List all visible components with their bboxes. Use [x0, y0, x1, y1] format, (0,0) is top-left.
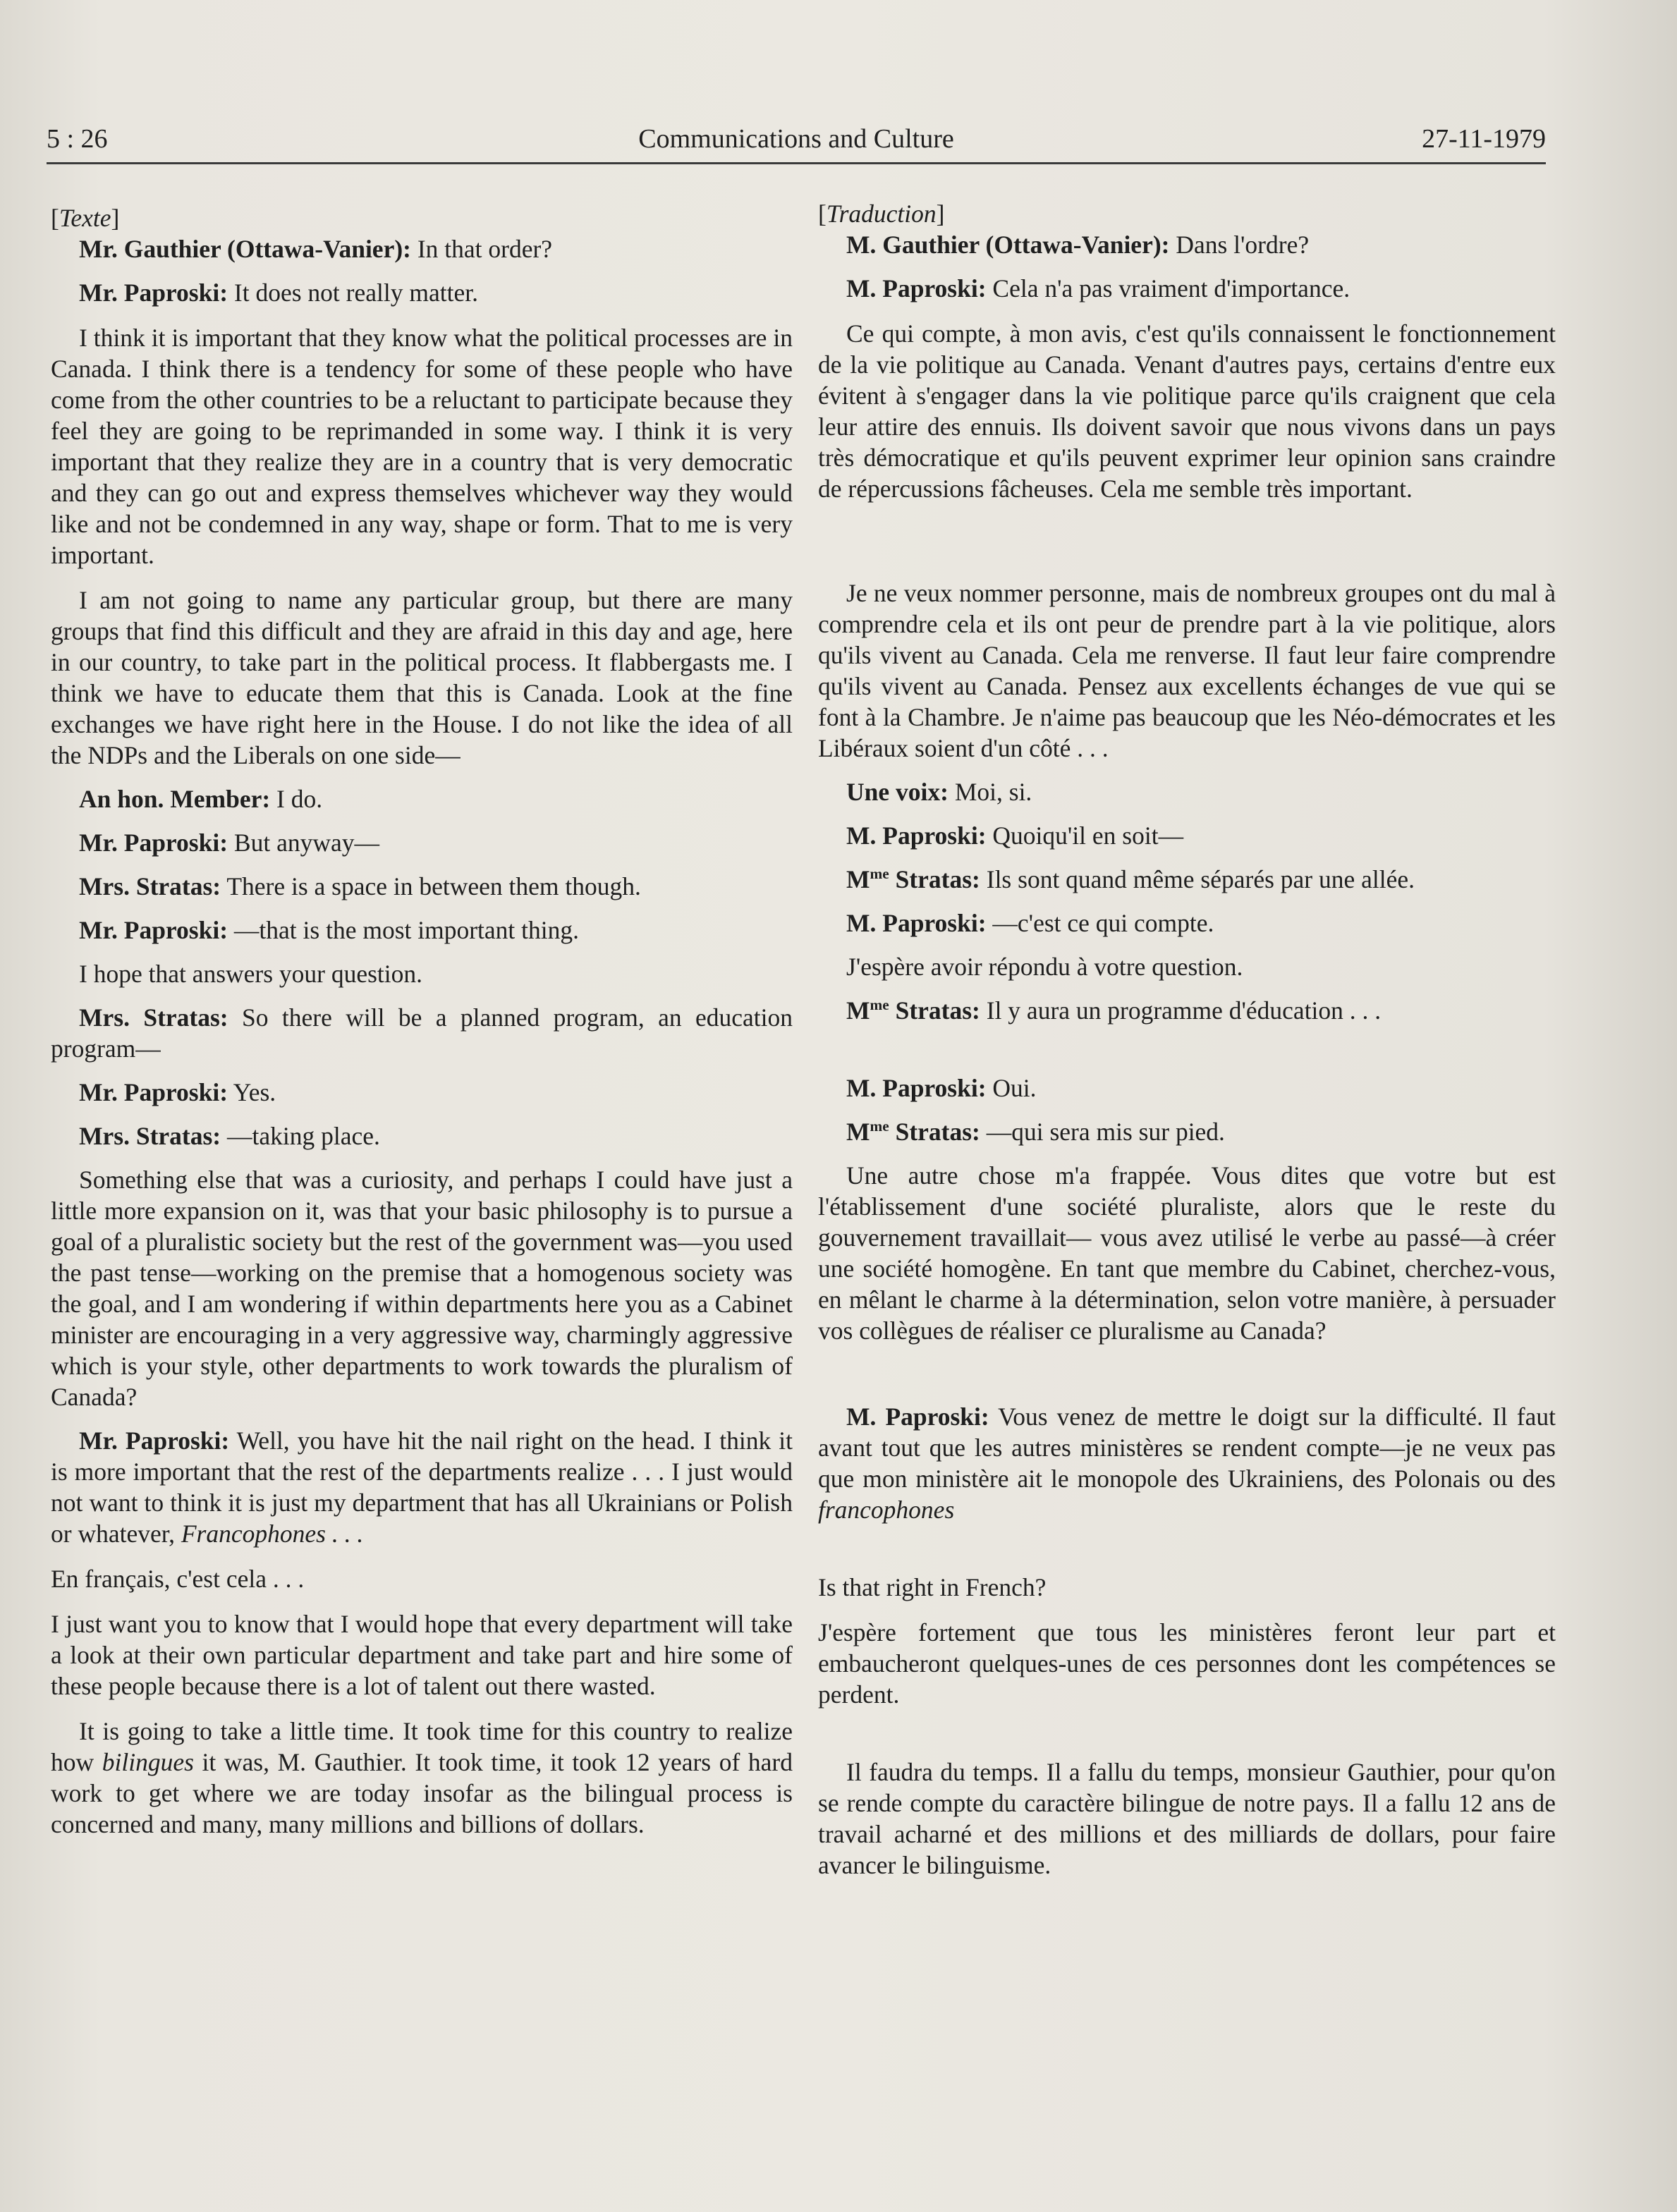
paragraph [818, 776, 1556, 807]
speaker-name: Mrs. Stratas: [79, 1122, 221, 1150]
paragraph: J'espère fortement que tous les ministères feront leur part et embaucheront quelques-unes de ces personnes dont les compétences se perdent. [818, 1618, 1556, 1709]
emphasis-text: bilingues [102, 1748, 194, 1776]
speaker-name: M. Paproski: [846, 909, 987, 937]
paragraph [51, 915, 793, 946]
speech-text: —c'est ce qui compte. [986, 909, 1214, 937]
paragraph: I just want you to know that I would hope that every department will take a look at their own particular department and take part and hire some of these people because there is a lot of talent out there wasted. [51, 1610, 793, 1700]
speaker-name: M. Paproski: [846, 821, 987, 850]
paragraph: I think it is important that they know what the political processes are in Canada. I think there is a tendency for some of these people who have come from the other countries to be a reluctant to participate because they feel they are going to be reprimanded in some way. I think it is very important that they realize they are in a country that is very democratic and they can go out and express themselves whichever way they would like and not be condemned in any way, shape or form. That to me is very important. [51, 324, 793, 569]
speech-text: In that order? [410, 235, 553, 263]
page-number: 5 : 26 [47, 124, 108, 154]
paragraph [51, 871, 793, 902]
paragraph [818, 908, 1556, 939]
speech-text: it was, M. Gauthier. It took time, it took 12 years of hard work to get where we are today insofar as the bilingual process is concerned and many, many millions and billions of dollars. [51, 1748, 793, 1838]
emphasis-text: francophones [818, 1496, 955, 1524]
language-tag: [Traduction] [818, 200, 945, 228]
paragraph [51, 827, 793, 858]
speaker-name: An hon. Member: [79, 785, 271, 813]
speaker-name [846, 865, 980, 893]
paragraph [51, 783, 793, 814]
speech-text: It does not really matter. [228, 279, 478, 307]
emphasis-text: Francophones . . . [181, 1520, 364, 1548]
paragraph [818, 1073, 1556, 1104]
speech-text: Vous venez de mettre le doigt sur la difficulté. Il faut avant tout que les autres ministères se rendent compte—je ne veux pas que mon ministère ait le monopole des Ukrainiens, des Polonais ou des [818, 1403, 1556, 1493]
paragraph: Je ne veux nommer personne, mais de nombreux groupes ont du mal à comprendre cela et ils ont peur de prendre part à la vie politique, alors qu'ils vivent au Canada. Cela me renverse. Il faut leur faire comprendre qu'ils vivent au Canada. Pensez aux excellents échanges de vue qui se font à la Chambre. Je n'aime pas beaucoup que les Néo-démocrates et les Libéraux soient d'un côté . . . [818, 579, 1556, 762]
paragraph [51, 1120, 793, 1151]
speech-text: I do. [270, 785, 323, 813]
title-superscript: me [870, 996, 889, 1014]
speaker-name: Mrs. Stratas: [79, 1003, 228, 1032]
speaker-surname: Stratas: [889, 865, 980, 893]
speech-text: Il y aura un programme d'éducation . . . [980, 996, 1382, 1025]
paragraph [51, 277, 793, 308]
speaker-surname: Stratas: [889, 1118, 980, 1146]
speech-text: Ils sont quand même séparés par une allée. [980, 865, 1415, 893]
paragraph [818, 1116, 1556, 1147]
paragraph [818, 864, 1556, 895]
speech-text: There is a space in between them though. [221, 872, 641, 900]
speaker-title: M [846, 865, 870, 893]
paragraph [51, 1002, 793, 1064]
language-tag-text: Texte [59, 204, 111, 232]
english-column [51, 202, 793, 1840]
paragraph: Il faudra du temps. Il a fallu du temps, monsieur Gauthier, pour qu'on se rende compte du caractère bilingue de notre pays. Il a fallu 12 ans de travail acharné et des millions et des milliards de dollars, pour faire avancer le bilinguisme. [818, 1758, 1556, 1879]
title-superscript: me [870, 1118, 889, 1135]
speech-text: —qui sera mis sur pied. [980, 1118, 1225, 1146]
paragraph [51, 1425, 793, 1549]
speaker-name [846, 996, 980, 1025]
speaker-name: M. Paproski: [846, 274, 987, 303]
paragraph: J'espère avoir répondu à votre question. [846, 953, 1243, 981]
header-date: 27-11-1979 [1422, 124, 1546, 154]
running-header [47, 121, 1546, 164]
paragraph [818, 229, 1556, 260]
paragraph [818, 1401, 1556, 1525]
paragraph: I hope that answers your question. [79, 960, 423, 988]
speaker-name: Mr. Paproski: [79, 1426, 230, 1455]
paragraph: Something else that was a curiosity, and perhaps I could have just a little more expansion on it, was that your basic philosophy is to pursue a goal of a pluralistic society but the rest of the government was—you used the past tense—working on the premise that a homogenous society was the goal, and I am wondering if within departments here you as a Cabinet minister are encouraging in a very aggressive way, charmingly aggressive which is your style, other departments to work towards the pluralism of Canada? [51, 1166, 793, 1411]
speaker-name: Mr. Gauthier (Ottawa-Vanier): [79, 235, 411, 263]
paragraph [818, 273, 1556, 304]
speech-text: Oui. [986, 1074, 1037, 1102]
french-column [818, 198, 1556, 1881]
paragraph [51, 1077, 793, 1108]
speech-text: Dans l'ordre? [1169, 231, 1310, 259]
paragraph: Ce qui compte, à mon avis, c'est qu'ils connaissent le fonctionnement de la vie politique au Canada. Venant d'autres pays, certains d'entre eux évitent à s'engager dans la vie politique parce qu'ils craignent que cela leur attire des ennuis. Ils doivent savoir que nous vivons dans un pays très démocratique et qu'ils peuvent exprimer leur opinion sans craindre de répercussions fâcheuses. Cela me semble très important. [818, 319, 1556, 503]
speaker-name: Mr. Paproski: [79, 829, 228, 857]
speech-text: —taking place. [221, 1122, 380, 1150]
speaker-name: Mr. Paproski: [79, 916, 228, 944]
speaker-name: M. Gauthier (Ottawa-Vanier): [846, 231, 1170, 259]
speaker-title: M [846, 996, 870, 1025]
speaker-surname: Stratas: [889, 996, 980, 1025]
speaker-name: M. Paproski: [846, 1074, 987, 1102]
speech-text: Cela n'a pas vraiment d'importance. [986, 274, 1350, 303]
speech-text: Moi, si. [948, 778, 1032, 806]
paragraph [51, 1716, 793, 1840]
speech-text: Yes. [228, 1078, 276, 1106]
paragraph: Une autre chose m'a frappée. Vous dites que votre but est l'établissement d'une société pluraliste, alors que le reste du gouvernement travaillait— vous avez utilisé le verbe au passé—à créer une société homogène. En tant que membre du Cabinet, cherchez-vous, en mêlant le charme à la détermination, selon votre manière, à persuader vos collègues de réaliser ce pluralisme au Canada? [818, 1161, 1556, 1345]
paragraph [818, 820, 1556, 851]
language-tag-text: Traduction [826, 200, 937, 228]
paragraph: I am not going to name any particular group, but there are many groups that find this difficult and they are afraid in this day and age, here in our country, to take part in the political process. It flabbergasts me. I think we have to educate them that this is Canada. Look at the fine exchanges we have right here in the House. I do not like the idea of all the NDPs and the Liberals on one side— [51, 586, 793, 769]
title-superscript: me [870, 865, 889, 883]
speech-text: Well, you have hit the nail right on the head. I think it is more important that the rest of the departments realize . . . I just would not want to think it is just my department that has all Ukrainians or Polish or whatever, [51, 1426, 793, 1548]
speaker-name: Mr. Paproski: [79, 279, 228, 307]
speaker-name: Mrs. Stratas: [79, 872, 221, 900]
speech-text: —that is the most important thing. [228, 916, 580, 944]
speaker-title: M [846, 1118, 870, 1146]
paragraph: Is that right in French? [818, 1573, 1047, 1601]
header-title: Communications and Culture [638, 124, 954, 154]
speech-text: But anyway— [228, 829, 379, 857]
speaker-name: Une voix: [846, 778, 949, 806]
speaker-name: M. Paproski: [846, 1403, 989, 1431]
paragraph: En français, c'est cela . . . [51, 1565, 305, 1593]
paragraph [818, 995, 1556, 1026]
speaker-name [846, 1118, 980, 1146]
speech-text: It is going to take a little time. It took time for this country to realize how [51, 1717, 793, 1776]
speech-text: So there will be a planned program, an education program— [51, 1003, 793, 1063]
language-tag: [Texte] [51, 204, 120, 232]
speaker-name: Mr. Paproski: [79, 1078, 228, 1106]
paragraph [51, 233, 793, 264]
speech-text: Quoiqu'il en soit— [986, 821, 1184, 850]
